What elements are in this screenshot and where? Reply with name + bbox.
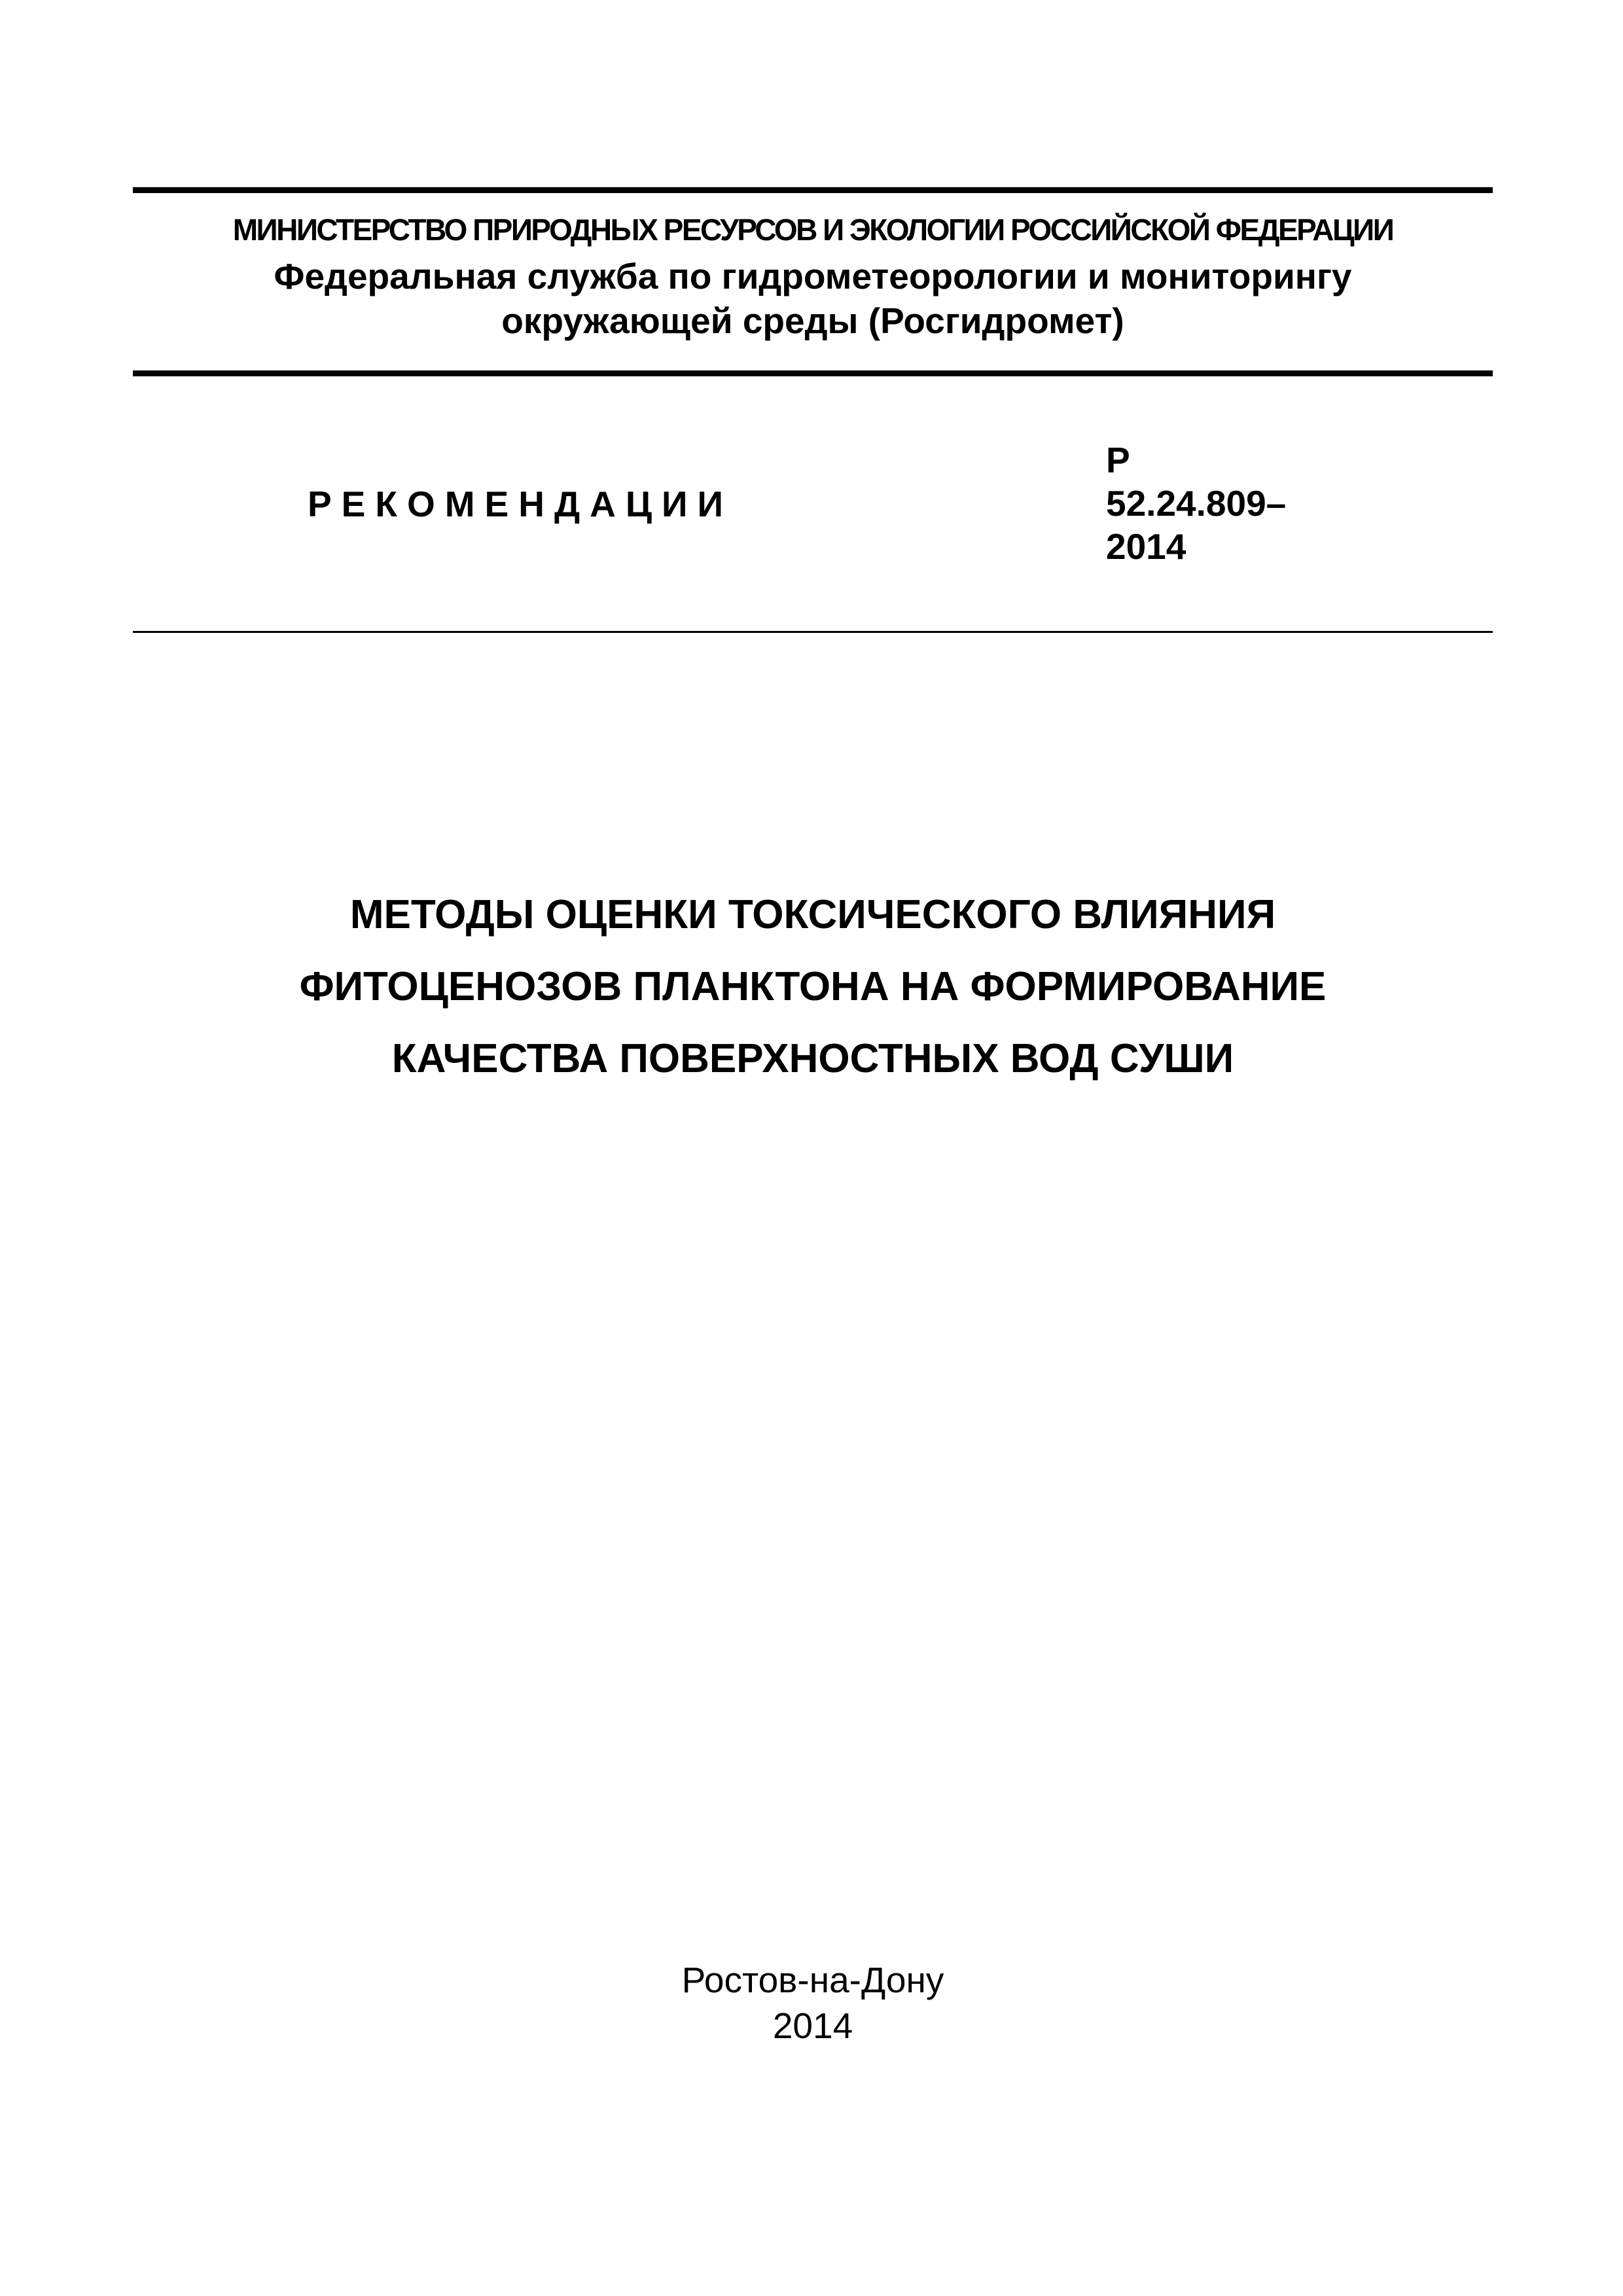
header-bottom-rule <box>133 370 1493 376</box>
issuer-header <box>133 208 1493 343</box>
document-number <box>1106 439 1286 568</box>
imprint <box>133 1957 1493 2049</box>
imprint-year: 2014 <box>772 2005 853 2046</box>
document-title <box>133 879 1493 1095</box>
service-name-line-1: Федеральная служба по гидрометеорологии и мониторингу <box>274 256 1352 296</box>
service-name <box>133 254 1493 343</box>
document-number-year: 2014 <box>1106 526 1186 567</box>
document-number-code: 52.24.809– <box>1106 483 1287 524</box>
title-line-1: МЕТОДЫ ОЦЕНКИ ТОКСИЧЕСКОГО ВЛИЯНИЯ <box>349 892 1276 937</box>
service-name-line-2: окружающей среды (Росгидромет) <box>501 300 1124 341</box>
imprint-city: Ростов-на-Дону <box>681 1960 944 2000</box>
document-number-prefix: Р <box>1106 440 1130 480</box>
top-rule <box>133 187 1493 193</box>
title-line-3: КАЧЕСТВА ПОВЕРХНОСТНЫХ ВОД СУШИ <box>391 1036 1234 1081</box>
document-type: РЕКОМЕНДАЦИИ <box>308 484 734 524</box>
designation-rule <box>133 631 1493 633</box>
ministry-name: МИНИСТЕРСТВО ПРИРОДНЫХ РЕСУРСОВ И ЭКОЛОГИИ РОССИЙСКОЙ ФЕДЕРАЦИИ <box>232 213 1393 247</box>
title-line-2: ФИТОЦЕНОЗОВ ПЛАНКТОНА НА ФОРМИРОВАНИЕ <box>299 964 1327 1009</box>
